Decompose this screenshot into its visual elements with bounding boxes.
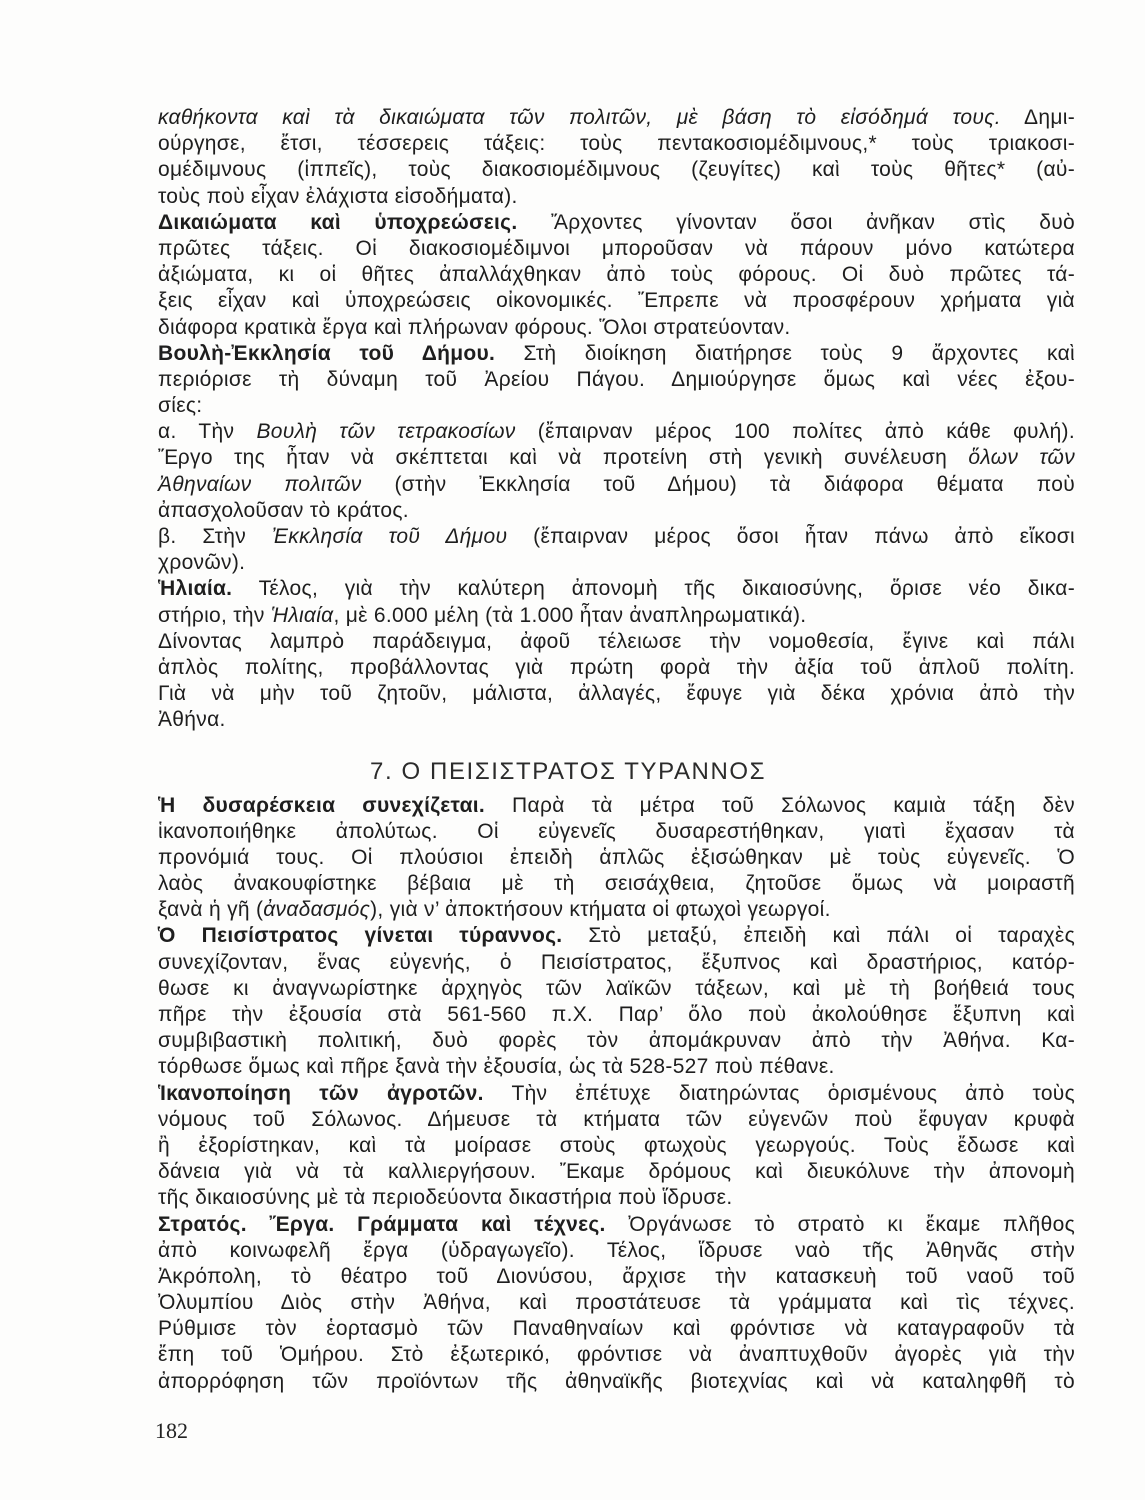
text-line (158, 1107, 1075, 1133)
paragraph-subheading: Βουλὴ-Ἐκκλησία τοῦ Δήμου. (158, 341, 496, 365)
text-line (158, 1316, 1075, 1342)
body-text: περιόρισε τὴ δύναμη τοῦ Ἀρείου Πάγου. Δημιούργησε ὅμως καὶ νέες ἐξου- (158, 367, 1075, 391)
text-line (158, 184, 1075, 210)
text-line (158, 655, 1075, 681)
body-text: (στὴν Ἐκκλησία τοῦ Δήμου) τὰ διάφορα θέματα ποὺ (361, 472, 1075, 496)
paragraph (158, 1212, 1075, 1395)
body-text: πῆρε τὴν ἐξουσία στὰ 561-560 π.Χ. Παρ’ ὅλο ποὺ ἀκολούθησε ἔξυπνη καὶ (158, 1003, 1075, 1026)
text-line (158, 897, 1075, 923)
body-text: Γιὰ νὰ μὴν τοῦ ζητοῦν, μάλιστα, ἀλλαγές, ἔφυγε γιὰ δέκα χρόνια ἀπὸ τὴν (158, 682, 1075, 706)
text-line (158, 1054, 1075, 1080)
body-text: , μὲ 6.000 μέλη (τὰ 1.000 ἦταν ἀναπληρωματικά). (333, 603, 807, 627)
body-text: Ὀργάνωσε τὸ στρατὸ κι ἔκαμε πλῆθος (605, 1212, 1075, 1236)
text-line (158, 157, 1075, 183)
paragraph (158, 793, 1075, 924)
text-line (158, 315, 1075, 341)
body-text: ), γιὰ ν’ ἀποκτήσουν κτήματα οἱ φτωχοὶ γεωργοί. (370, 898, 831, 922)
body-text: ἀξιώματα, κι οἱ θῆτες ἀπαλλάχθηκαν ἀπὸ τοὺς φόρους. Οἱ δυὸ πρῶτες τά- (158, 263, 1075, 287)
text-line (158, 1081, 1075, 1107)
text-line (158, 1028, 1075, 1054)
body-text: Ἀθήνα. (158, 708, 226, 732)
text-line (158, 1290, 1075, 1316)
emphasized-text: Ἀθηναίων πολιτῶν (158, 472, 362, 496)
body-text: πρῶτες τάξεις. Οἱ διακοσιομέδιμνοι μποροῦσαν νὰ πάρουν μόνο κατώτερα (158, 236, 1075, 260)
text-line (158, 845, 1075, 871)
body-text: τόρθωσε ὅμως καὶ πῆρε ξανὰ τὴν ἐξουσία, ὡς τὰ 528-527 ποὺ πέθανε. (158, 1055, 835, 1079)
text-line (158, 1369, 1075, 1395)
text-line (158, 629, 1075, 655)
text-line (158, 445, 1075, 471)
text-line (158, 603, 1075, 629)
text-line (158, 236, 1075, 262)
text-line (158, 1159, 1075, 1185)
text-line (158, 105, 1075, 131)
body-text: Ἀκρόπολη, τὸ θέατρο τοῦ Διονύσου, ἄρχισε τὴν κατασκευὴ τοῦ ναοῦ τοῦ (158, 1264, 1075, 1288)
body-text: Τὴν ἐπέτυχε διατηρώντας ὁρισμένους ἀπὸ τοὺς (483, 1081, 1075, 1105)
paragraph-subheading: Ἱκανοποίηση τῶν ἀγροτῶν. (158, 1081, 484, 1105)
body-text: β. Στὴν (158, 525, 272, 548)
text-line (158, 1342, 1075, 1368)
body-text: στήριο, τὴν (158, 603, 271, 627)
body-text: Παρὰ τὰ μέτρα τοῦ Σόλωνος καμιὰ τάξη δὲν (485, 793, 1075, 817)
text-line (158, 367, 1075, 393)
paragraph (158, 1081, 1075, 1212)
text-line (158, 793, 1075, 819)
text-line (158, 341, 1075, 367)
text-line (158, 819, 1075, 845)
body-text: συνεχίζονταν, ἕνας εὐγενής, ὁ Πεισίστρατος, ἔξυπνος καὶ δραστήριος, κατόρ- (158, 950, 1075, 974)
text-line (158, 262, 1075, 288)
body-text: Στὴ διοίκηση διατήρησε τοὺς 9 ἄρχοντες καὶ (495, 341, 1075, 365)
text-line (158, 288, 1075, 314)
body-text: Ὀλυμπίου Διὸς στὴν Ἀθήνα, καὶ προστάτευσε τὰ γράμματα καὶ τὶς τέχνες. (158, 1291, 1075, 1315)
body-text: Στὸ μεταξύ, ἐπειδὴ καὶ πάλι οἱ ταραχὲς (562, 924, 1075, 948)
body-text: διάφορα κρατικὰ ἔργα καὶ πλήρωναν φόρους. Ὅλοι στρατεύονταν. (158, 315, 791, 339)
body-text: ἀπορρόφηση τῶν προϊόντων τῆς ἀθηναϊκῆς βιοτεχνίας καὶ νὰ καταληφθῆ τὸ (158, 1369, 1075, 1393)
body-text: νόμους τοῦ Σόλωνος. Δήμευσε τὰ κτήματα τῶν εὐγενῶν ποὺ ἔφυγαν κρυφὰ (158, 1107, 1075, 1131)
body-text: δάνεια γιὰ νὰ τὰ καλλιεργήσουν. Ἔκαμε δρόμους καὶ διευκόλυνε τὴν ἀπονομὴ (158, 1160, 1075, 1184)
paragraph (158, 210, 1075, 341)
text-line (158, 1002, 1075, 1028)
text-line (158, 950, 1075, 976)
body-text: Δίνοντας λαμπρὸ παράδειγμα, ἀφοῦ τέλειωσε τὴν νομοθεσία, ἔγινε καὶ πάλι (158, 629, 1075, 653)
emphasized-text: ἀναδασμός (263, 898, 371, 922)
text-block-before-chapter (158, 105, 1075, 734)
body-text: Ρύθμισε τὸν ἑορτασμὸ τῶν Παναθηναίων καὶ φρόντισε νὰ καταγραφοῦν τὰ (158, 1317, 1075, 1341)
emphasized-text: Βουλὴ τῶν τετρακοσίων (256, 420, 516, 444)
text-line (158, 393, 1075, 419)
text-line (158, 976, 1075, 1002)
paragraph (158, 419, 1075, 524)
body-text: τῆς δικαιοσύνης μὲ τὰ περιοδεύοντα δικαστήρια ποὺ ἵδρυσε. (158, 1186, 733, 1210)
text-block-chapter-7 (158, 793, 1075, 1395)
text-line (158, 419, 1075, 445)
body-text: (ἔπαιρναν μέρος 100 πολίτες ἀπὸ κάθε φυλή). (515, 420, 1075, 444)
body-text: συμβιβαστικὴ πολιτική, δυὸ φορὲς τὸν ἀπομάκρυναν ἀπὸ τὴν Ἀθήνα. Κα- (158, 1029, 1075, 1053)
body-text: ξεις εἶχαν καὶ ὑποχρεώσεις οἰκονομικές. Ἔπρεπε νὰ προσφέρουν χρήματα γιὰ (158, 289, 1075, 313)
chapter-heading: 7. Ο ΠΕΙΣΙΣΤΡΑΤΟΣ ΤΥΡΑΝΝΟΣ (370, 757, 767, 785)
text-line (158, 1185, 1075, 1211)
body-text: Ἔργο της ἦταν νὰ σκέπτεται καὶ νὰ προτείνη στὴ γενικὴ συνέλευση (158, 446, 969, 470)
body-text: λαὸς ἀνακουφίστηκε βέβαια μὲ τὴ σεισάχθεια, ζητοῦσε ὅμως νὰ μοιραστῆ (158, 872, 1075, 896)
body-text: τοὺς ποὺ εἶχαν ἐλάχιστα εἰσοδήματα). (158, 184, 518, 208)
body-text: ἔπη τοῦ Ὁμήρου. Στὸ ἐξωτερικό, φρόντισε νὰ ἀναπτυχθοῦν ἀγορὲς γιὰ τὴν (158, 1343, 1075, 1367)
paragraph (158, 629, 1075, 734)
body-text: Τέλος, γιὰ τὴν καλύτερη ἀπονομὴ τῆς δικαιοσύνης, ὅρισε νέο δικα- (232, 577, 1075, 601)
body-text: ἢ ἐξορίστηκαν, καὶ τὰ μοίρασε στοὺς φτωχοὺς γεωργούς. Τοὺς ἔδωσε καὶ (158, 1133, 1075, 1157)
paragraph (158, 105, 1075, 210)
paragraph (158, 923, 1075, 1080)
text-line (158, 681, 1075, 707)
text-line (158, 472, 1075, 498)
body-text: Δημι- (1000, 106, 1075, 129)
body-text: θωσε κι ἀναγνωρίστηκε ἀρχηγὸς τῶν λαϊκῶν τάξεων, καὶ μὲ τὴ βοήθειά τους (158, 976, 1075, 1000)
text-line (158, 131, 1075, 157)
text-line (158, 210, 1075, 236)
paragraph (158, 341, 1075, 420)
paragraph (158, 524, 1075, 576)
body-text: ἀπὸ κοινωφελῆ ἔργα (ὑδραγωγεῖο). Τέλος, ἵδρυσε ναὸ τῆς Ἀθηνᾶς στὴν (158, 1238, 1075, 1262)
text-line (158, 1133, 1075, 1159)
text-line (158, 524, 1075, 550)
paragraph-subheading: Στρατός. Ἔργα. Γράμματα καὶ τέχνες. (158, 1212, 606, 1236)
body-text: Ἄρχοντες γίνονταν ὅσοι ἀνῆκαν στὶς δυὸ (517, 210, 1075, 234)
body-text: προνόμιά τους. Οἱ πλούσιοι ἐπειδὴ ἁπλῶς ἐξισώθηκαν μὲ τοὺς εὐγενεῖς. Ὁ (158, 845, 1075, 869)
text-line (158, 707, 1075, 733)
text-line (158, 498, 1075, 524)
body-text: ομέδιμνους (ἱππεῖς), τοὺς διακοσιομέδιμνους (ζευγίτες) καὶ τοὺς θῆτες* (αὐ- (158, 158, 1075, 182)
body-text: (ἔπαιρναν μέρος ὅσοι ἦταν πάνω ἀπὸ εἴκοσι (507, 525, 1075, 548)
text-line (158, 1238, 1075, 1264)
emphasized-text: Ἐκκλησία τοῦ Δήμου (271, 525, 508, 548)
text-line (158, 923, 1075, 949)
paragraph-subheading: Ἡ δυσαρέσκεια συνεχίζεται. (158, 793, 486, 817)
emphasized-text: ὅλων τῶν (968, 446, 1075, 470)
body-text: α. Τὴν (158, 420, 257, 444)
body-text: σίες: (158, 394, 203, 418)
text-column (158, 105, 1075, 1395)
body-text: ἁπλὸς πολίτης, προβάλλοντας γιὰ πρώτη φορὰ τὴν ἀξία τοῦ ἁπλοῦ πολίτη. (158, 655, 1075, 679)
text-line (158, 1212, 1075, 1238)
body-text: ξανὰ ἡ γῆ ( (158, 898, 264, 922)
text-line (158, 1264, 1075, 1290)
paragraph-subheading: Ἡλιαία. (158, 577, 233, 601)
emphasized-text: Ἡλιαία (270, 603, 334, 627)
body-text: χρονῶν). (158, 551, 246, 575)
text-line (158, 576, 1075, 602)
paragraph-subheading: Δικαιώματα καὶ ὑποχρεώσεις. (158, 210, 518, 234)
paragraph-subheading: Ὁ Πεισίστρατος γίνεται τύραννος. (158, 924, 563, 948)
body-text: ἀπασχολοῦσαν τὸ κράτος. (158, 498, 409, 522)
body-text: ἱκανοποιήθηκε ἀπολύτως. Οἱ εὐγενεῖς δυσαρεστήθηκαν, γιατὶ ἔχασαν τὰ (158, 819, 1075, 843)
emphasized-text: καθήκοντα καὶ τὰ δικαιώματα τῶν πολιτῶν, μὲ βάση τὸ εἰσόδημά τους. (158, 106, 1001, 129)
page-number: 182 (155, 1418, 188, 1443)
body-text: ούργησε, ἔτσι, τέσσερεις τάξεις: τοὺς πεντακοσιομέδιμνους,* τοὺς τριακοσι- (158, 132, 1075, 156)
paragraph (158, 576, 1075, 628)
text-line (158, 871, 1075, 897)
text-line (158, 550, 1075, 576)
